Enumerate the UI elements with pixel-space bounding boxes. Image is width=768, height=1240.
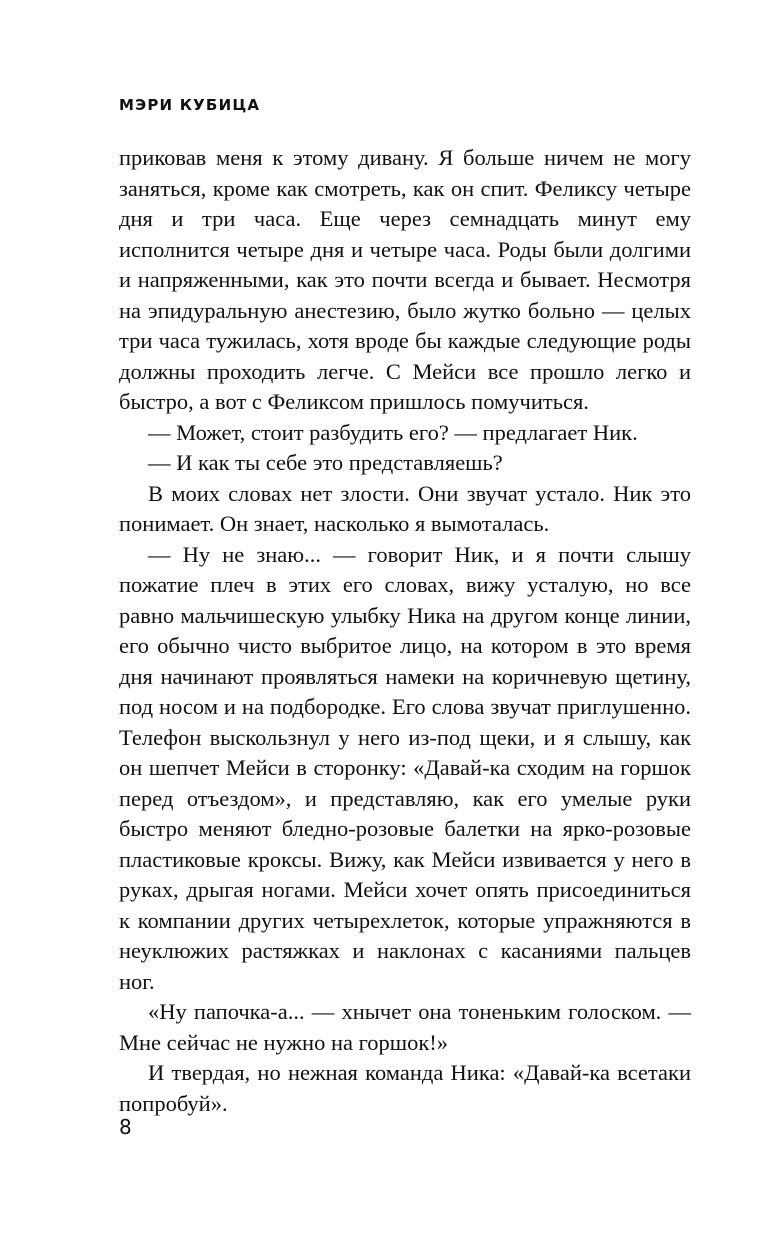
- paragraph: — Может, стоит разбудить его? — предлагает Ник.: [148, 419, 638, 445]
- paragraph: — И как ты себе это представляешь?: [148, 450, 503, 475]
- page-number: 8: [119, 1115, 132, 1139]
- paragraph: «Ну папочка-а... — хнычет она тоненьким голоском. — Мне сейчас не нужно на горшок!»: [119, 999, 691, 1055]
- running-head-author: МЭРИ КУБИЦА: [119, 96, 261, 114]
- body-text: [119, 143, 691, 1119]
- paragraph: И твердая, но нежная команда Ника: «Давай-ка всетаки попробуй».: [119, 1060, 691, 1116]
- paragraph: В моих словах нет злости. Они звучат устало. Ник это понимает. Он знает, насколько я вымоталась.: [119, 480, 691, 536]
- paragraph: — Ну не знаю... — говорит Ник, и я почти слышу пожатие плеч в этих его словах, вижу усталую, но все равно мальчишескую улыбку Ника на другом конце линии, его обычно чисто выбритое лицо, на котором в это время дня начинают проявляться намеки на коричневую щетину, под носом и на подбородке. Его слова звучат приглушенно. Телефон выскользнул у него из-под щеки, и я слышу, как он шепчет Мейси в сторонку: «Давай-ка сходим на горшок перед отъездом», и представляю, как его умелые руки быстро меняют бледно-розовые балетки на ярко-розовые пластиковые кроксы. Вижу, как Мейси извивается у него в руках, дрыгая ногами. Мейси хочет опять присоединиться к компании других четырехлеток, которые упражняются в неуклюжих растяжках и наклонах с касаниями пальцев ног.: [119, 541, 691, 994]
- paragraph: приковав меня к этому дивану. Я больше ничем не могу заняться, кроме как смотреть, как он спит. Феликсу четыре дня и три часа. Еще через семнадцать минут ему исполнится четыре дня и четыре часа. Роды были долгими и напряженными, как это почти всегда и бывает. Несмотря на эпидуральную анестезию, было жутко больно — целых три часа тужилась, хотя вроде бы каждые следующие роды должны проходить легче. С Мейси все прошло легко и быстро, а вот с Феликсом пришлось помучиться.: [119, 145, 691, 414]
